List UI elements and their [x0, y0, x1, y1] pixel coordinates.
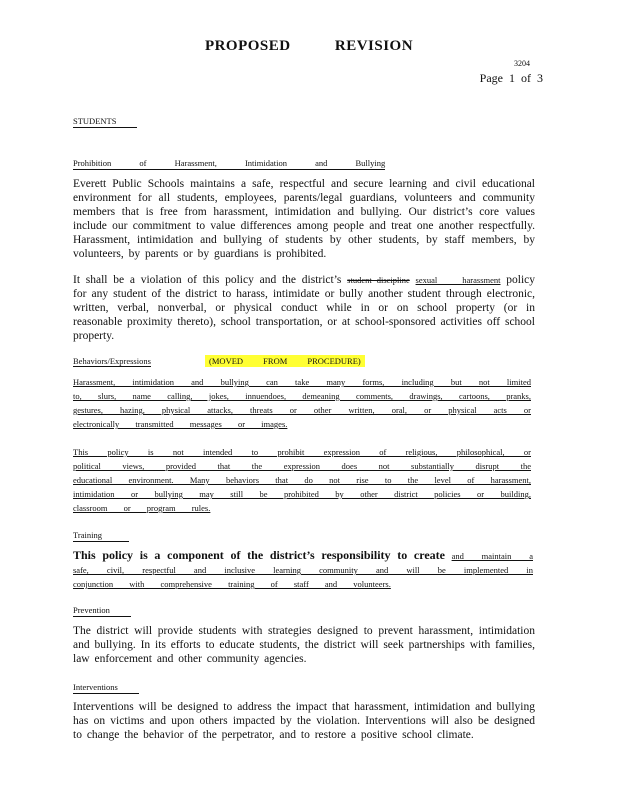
interventions-text: Interventions will be designed to address the impact that harassment, intimidation and bullying has on victims and upon others impacted by the violation. Interventions will also be designed to change the behavior of the perpetrator, and to restore a positive school climate.: [73, 701, 535, 741]
violation-inserted-text: sexual harassment: [415, 275, 501, 285]
violation-prefix: It shall be a violation of this policy and the district’s: [73, 274, 342, 286]
prevention-heading: Prevention: [73, 605, 131, 617]
section-title: STUDENTS: [73, 116, 137, 128]
behaviors-heading: Behaviors/Expressions: [73, 356, 151, 366]
document-title: PROPOSED REVISION: [204, 38, 414, 54]
training-heading: Training: [73, 530, 129, 542]
behaviors-heading-row: [73, 356, 365, 366]
moved-from-procedure-note: (MOVED FROM PROCEDURE): [205, 355, 365, 367]
prohibition-text: Everett Public Schools maintains a safe, respectful and secure learning and civil educational environment for all students, employees, parents/legal guardians, volunteers and community members that is free from harassment, intimidation and bullying. Our district’s core values include our commitment to value differences among people and treat one another respectfully. Harassment, intimidation and bullying of students by other students, by staff members, by volunteers, by parents or by guardians is prohibited.: [73, 178, 535, 260]
violation-struck-text: student discipline: [347, 275, 410, 285]
violation-paragraph: [73, 273, 535, 343]
violation-rest: policy for any student of the district to harass, intimidate or bully another student through electronic, written, verbal, nonverbal, or physical conduct while in or on school property (or in reasonable proximity thereto), school transportation, or at school-sponsored activities off school property.: [73, 274, 536, 342]
page-number: Page 1 of 3: [479, 71, 543, 85]
training-paragraph: [73, 548, 533, 591]
prevention-text: The district will provide students with strategies designed to prevent harassment, intimidation and bullying. In its efforts to educate students, the district will seek partnerships with families, law enforcement and other community agencies.: [73, 625, 535, 665]
policy-number: 3204: [514, 59, 530, 68]
training-rest: and maintain a safe, civil, respectful and inclusive learning community and will be implemented in conjunction with comprehensive training of staff and volunteers.: [73, 551, 533, 589]
intent-text: This policy is not intended to prohibit expression of religious, philosophical, or political views, provided that the expression does not substantially disrupt the educational environment. Many behaviors that do not rise to the level of harassment, intimidation or bullying may still be prohibited by other district policies or building, classroom or program rules.: [73, 447, 531, 513]
training-lead: This policy is a component of the district’s responsibility to create: [73, 548, 445, 562]
interventions-heading: Interventions: [73, 682, 139, 694]
prohibition-heading: Prohibition of Harassment, Intimidation and Bullying: [73, 158, 386, 168]
behaviors-text: Harassment, intimidation and bullying can take many forms, including but not limited to, slurs, name calling, jokes, innuendoes, demeaning comments, drawings, cartoons, pranks, gestures, hazing, physical attacks, threats or other written, oral, or physical acts or electronically transmitted messages or images.: [73, 377, 531, 429]
